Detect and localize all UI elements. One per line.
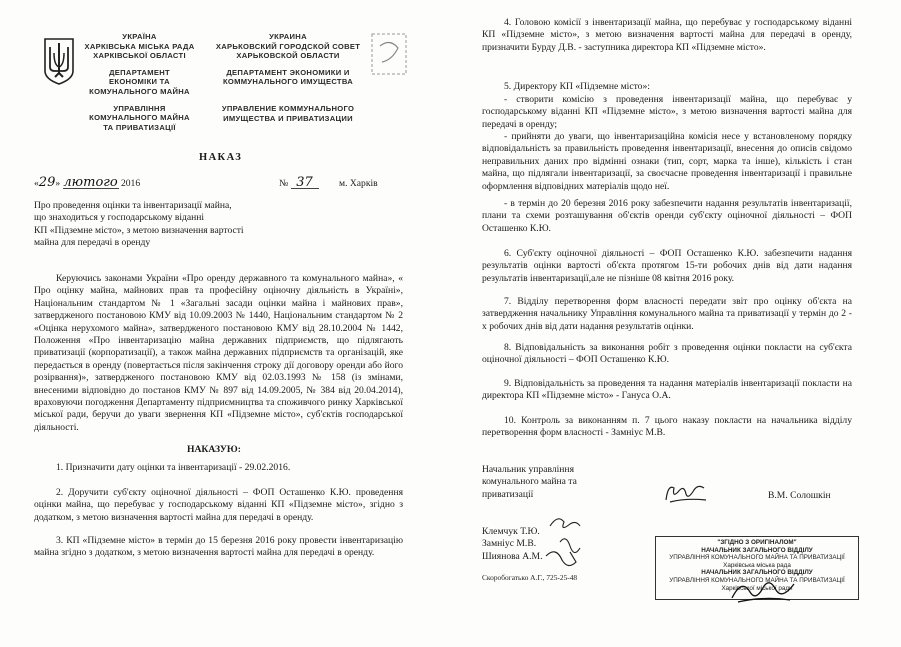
order-item-2: 2. Доручити суб'єкту оціночної діяльності – ФОП Осташенко К.Ю. проведення оцінки майна, що перебуває у господарському віданні КП «Підземне місто», згідно з додатком, з метою визначення вартості майна для передачі в оренду. bbox=[34, 487, 403, 523]
number-value: 37 bbox=[291, 177, 319, 189]
header-right-line: ХАРЬКОВСКОЙ ОБЛАСТИ bbox=[236, 51, 340, 61]
order-item-1: 1. Призначити дату оцінки та інвентаризації - 29.02.2016. bbox=[56, 462, 291, 473]
order-item-4: 4. Головою комісії з інвентаризації майна, що перебуває у господарському віданні КП «Підземне місто», з метою визначення вартості майна для передачі в оренду, призначити Бурду Д.В. - заступника директора КП «Підземне місто». bbox=[482, 17, 852, 53]
copy-mark-icon bbox=[368, 30, 410, 78]
header-left-line: КОМУНАЛЬНОГО МАЙНА bbox=[89, 113, 190, 123]
stamp-line: НАЧАЛЬНИК ЗАГАЛЬНОГО ВІДДІЛУ bbox=[701, 546, 813, 554]
header-right-line: КОММУНАЛЬНОГО ИМУЩЕСТВА bbox=[222, 77, 354, 87]
stamp-line: Харківської міської ради bbox=[721, 584, 793, 592]
signer-title-line: Начальник управління bbox=[482, 464, 574, 475]
order-item-5b: - прийняти до уваги, що інвентаризаційна комісія несе у встановленому порядку відповідальність за правильність проведення інвентаризації, внесення до описів свідомо неправильних даних про відмінні ознаки (тип, сорт, марка та інше), кількість і стан майна, що підлягали інвентаризації, за своєчасне проведення інвентаризації і правильне оформлення відповідних матеріалів щодо неї. bbox=[482, 131, 852, 192]
signer-name: В.М. Солошкін bbox=[768, 490, 831, 501]
header-left bbox=[77, 32, 202, 132]
order-item-5c: - в термін до 20 березня 2016 року забезпечити надання результатів інвентаризації, плани та схеми розташування об'єктів оренди суб'єкту оціночної діяльності – ФОП Осташенко К.Ю. bbox=[482, 198, 852, 234]
executor-note: Скоробогатько А.Г., 725-25-48 bbox=[482, 573, 578, 582]
subject-line: Про проведення оцінки та інвентаризації майна, bbox=[34, 200, 232, 211]
order-item-3: 3. КП «Підземне місто» в термін до 15 березня 2016 року провести інвентаризацію майна згідно з додатком, з метою визначення вартості майна для передачі в оренду. bbox=[34, 535, 403, 559]
header-left-line: КОМУНАЛЬНОГО МАЙНА bbox=[89, 86, 190, 96]
date-month: лютого bbox=[63, 175, 118, 190]
order-item-7: 7. Відділу перетворення форм власності передати звіт про оцінку об'єкта на затвердження начальнику Управління комунального майна та приватизації у термін до 2 - х робочих днів від дати надання результатів оцінки. bbox=[482, 296, 852, 332]
visas bbox=[482, 526, 542, 563]
stamp-signature-icon bbox=[728, 574, 798, 606]
stamp-line: НАЧАЛЬНИК ЗАГАЛЬНОГО ВІДДІЛУ bbox=[701, 569, 813, 577]
header-right-line: ДЕПАРТАМЕНТ ЭКОНОМИКИ И bbox=[226, 67, 350, 77]
stamp-line: УПРАВЛІННЯ КОМУНАЛЬНОГО МАЙНА ТА ПРИВАТИЗАЦІЇ bbox=[669, 554, 845, 562]
visa-line: Клемчук Т.Ю. bbox=[482, 526, 540, 537]
order-item-8: 8. Відповідальність за виконання робіт з проведення оцінки покласти на суб'єкта оціночної діяльності – ФОП Осташенко К.Ю. bbox=[482, 342, 852, 366]
trident-emblem-icon bbox=[43, 37, 75, 85]
preamble: Керуючись законами України «Про оренду державного та комунального майна», « Про оцінку майна, майнових прав та професійну оціночну діяльність в Україні», Національним стандартом № 1 «Загальні засади оцінки майна і майнових прав», затвердженого постановою КМУ від 10.09.2003 № 1440, Національним стандартом № 2 «Оцінка нерухомого майна», затвердженого постановою КМУ від 28.10.2004 № 1442, Положення «Про інвентаризацію майна державних підприємств, що підлягають приватизації (корпоратизації), а також майна державних підприємств та організацій, яке передається в оренду (повертається після закінчення строку дії договору оренди або його розірвання)», затвердженого постановою КМУ від 02.03.1993 № 158 (із змінами, внесеними відповідно до постанов КМУ № 897 від 14.09.2005, № 384 від 20.04.2014), враховуючи погодження Департаменту підприємництва та споживчого ринку Харківської міської ради, беручи до уваги звернення КП «Підземне місто», суб'єктів господарської діяльності. bbox=[34, 273, 403, 433]
header-left-line: УКРАЇНА bbox=[122, 32, 157, 41]
order-item-6: 6. Суб'єкту оціночної діяльності – ФОП Осташенко К.Ю. забезпечити надання результатів оцінки вартості об'єкта протягом 15-ти робочих днів від дати надання результатів інвентаризації,але не пізніше 08 квітня 2016 року. bbox=[482, 248, 852, 284]
visa-line: Шиянова А.М. bbox=[482, 550, 543, 562]
nakazuyu-heading: НАКАЗУЮ: bbox=[187, 444, 241, 455]
order-item-5a: - створити комісію з проведення інвентаризації майна, що перебуває у господарському віданні КП «Підземне місто», з метою визначення вартості майна для передачі в оренду; bbox=[482, 94, 852, 130]
doc-title: НАКАЗ bbox=[199, 152, 243, 163]
header-right-line: ИМУЩЕСТВА И ПРИВАТИЗАЦИИ bbox=[223, 113, 353, 123]
signer-title-line: приватизації bbox=[482, 488, 534, 500]
stamp-line: УПРАВЛІННЯ КОМУНАЛЬНОГО МАЙНА ТА ПРИВАТИЗАЦІЇ bbox=[669, 576, 845, 584]
doc-subject bbox=[34, 200, 244, 250]
doc-number bbox=[279, 177, 319, 190]
header-left-line: ЕКОНОМІКИ ТА bbox=[109, 77, 170, 87]
header-right-line: УКРАИНА bbox=[269, 32, 307, 41]
signature-head-icon bbox=[660, 478, 710, 508]
signer-title bbox=[482, 464, 577, 501]
stamp-line: Харківська міська рада bbox=[723, 561, 791, 569]
number-prefix: № bbox=[279, 178, 289, 189]
header-left-line: ДЕПАРТАМЕНТ bbox=[109, 67, 170, 77]
stamp-line: "ЗГІДНО З ОРИГІНАЛОМ" bbox=[717, 539, 797, 546]
doc-city: м. Харків bbox=[339, 178, 378, 189]
header-left-line: ХАРКІВСЬКА МІСЬКА РАДА bbox=[84, 41, 195, 51]
doc-date: «29» лютого 2016 bbox=[34, 175, 141, 190]
visa-line: Замніус М.В. bbox=[482, 538, 537, 550]
header-right-line: ХАРЬКОВСКИЙ ГОРОДСКОЙ СОВЕТ bbox=[215, 41, 361, 51]
signer-title-line: комунального майна та bbox=[482, 476, 577, 488]
header-left-line: УПРАВЛІННЯ bbox=[113, 103, 166, 113]
order-item-10: 10. Контроль за виконанням п. 7 цього наказу покласти на начальника відділу перетворення форм власності - Замніус М.В. bbox=[482, 415, 852, 439]
order-item-5-heading: 5. Директору КП «Підземне місто»: bbox=[504, 81, 650, 92]
header-right bbox=[210, 32, 366, 123]
order-item-9: 9. Відповідальність за проведення та надання матеріалів інвентаризації покласти на директора КП «Підземне місто» - Гануса О.А. bbox=[482, 378, 852, 402]
subject-line: майна для передачі в оренду bbox=[34, 237, 151, 249]
date-day: 29 bbox=[38, 175, 56, 190]
visa-signatures-icon bbox=[540, 512, 590, 572]
header-right-line: УПРАВЛЕНИЕ КОММУНАЛЬНОГО bbox=[221, 103, 355, 113]
date-year: 2016 bbox=[120, 178, 141, 189]
subject-line: що знаходиться у господарському віданні bbox=[34, 212, 205, 224]
header-left-line: ХАРКІВСЬКОЇ ОБЛАСТІ bbox=[93, 51, 186, 61]
subject-line: КП «Підземне місто», з метою визначення вартості bbox=[34, 224, 244, 236]
header-left-line: ТА ПРИВАТИЗАЦІЇ bbox=[103, 122, 176, 132]
